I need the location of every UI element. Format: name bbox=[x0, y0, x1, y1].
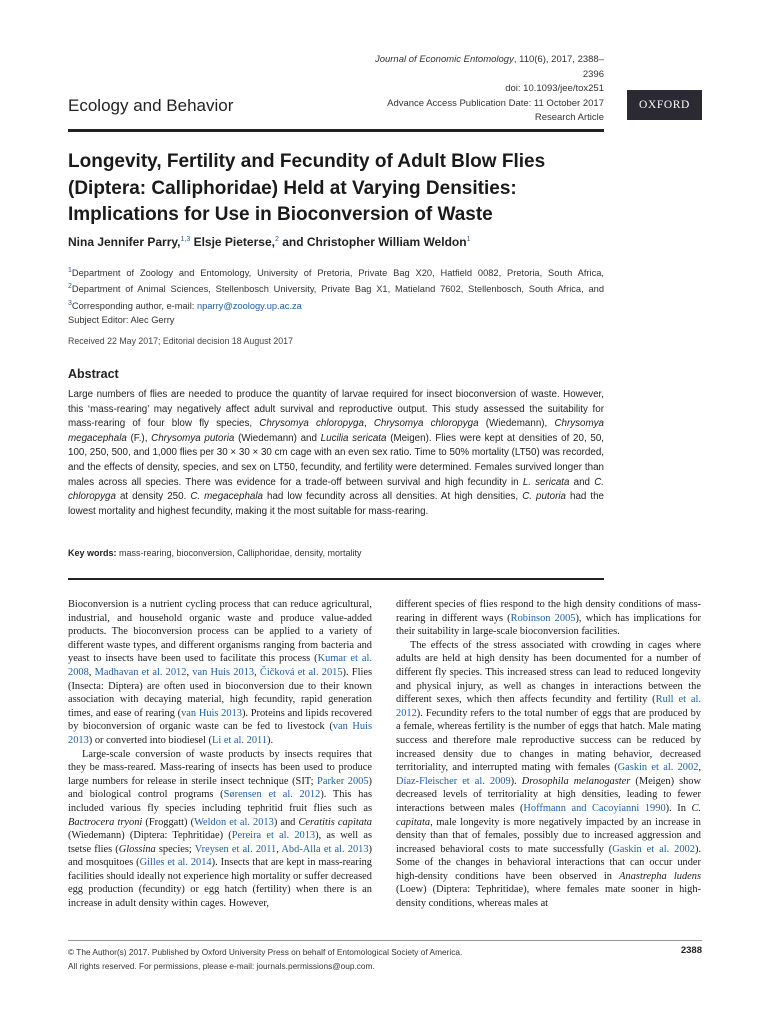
citation-link[interactable]: Hoffmann and Cacoyianni 1990 bbox=[523, 802, 666, 814]
citation-link[interactable]: van Huis 2013 bbox=[181, 707, 242, 719]
copyright-notice: © The Author(s) 2017. Published by Oxford University Press on behalf of Entomological Society of America. bbox=[68, 947, 463, 957]
author-name: Elsje Pieterse, bbox=[190, 235, 275, 249]
citation-link[interactable]: Díaz-Fleischer et al. 2009 bbox=[396, 775, 511, 787]
citation-link[interactable]: Gaskin et al. 2002 bbox=[612, 843, 695, 855]
author-list bbox=[68, 235, 470, 249]
section-label: Ecology and Behavior bbox=[68, 96, 234, 115]
footer-divider bbox=[68, 940, 702, 941]
citation-link[interactable]: Sørensen et al. 2012 bbox=[223, 789, 321, 801]
abstract-text: Large numbers of flies are needed to produce the quantity of larvae required for insect bioconversion of waste. However, this ‘mass-rearing’ may negatively affect adult survival and reproductive output. This study assessed the suitability for mass-rearing of four blow fly species, Chrysomya chloropyga, Chrysomya chloropyga (Wiedemann), Chrysomya megacephala (F.), Chrysomya putoria (Wiedemann) and Lucilia sericata (Meigen). Flies were kept at densities of 20, 50, 100, 250, 500, and 1,000 flies per 30 × 30 × 30 cm cage with an even sex ratio. Time to 50% mortality (LT50) was recorded, and the effects of density, species, and sex on LT50, fecundity, and fertility were determined. Females survived longer than males across all species. There was evidence for a trade-off between survival and high fecundity in L. sericata and C. chloropyga at density 250. C. megacephala had low fecundity across all densities. At high densities, C. putoria had the lowest mortality and highest fecundity, making it the most suitable for mass-rearing. bbox=[68, 389, 604, 517]
citation-link[interactable]: Vreysen et al. 2011 bbox=[194, 843, 277, 855]
keywords-label: Key words: bbox=[68, 548, 117, 558]
citation-link[interactable]: Rull et al. 2012 bbox=[396, 694, 701, 719]
citation-link[interactable]: Parker 2005 bbox=[317, 775, 369, 787]
author-name: Nina Jennifer Parry, bbox=[68, 235, 181, 249]
article-title: Longevity, Fertility and Fecundity of Adult Blow Flies (Diptera: Calliphoridae) Held at Varying Densities: Implications for Use in Bioconversion of Waste bbox=[68, 151, 546, 225]
journal-name: Journal of Economic Entomology bbox=[374, 54, 514, 65]
received-dates: Received 22 May 2017; Editorial decision 18 August 2017 bbox=[68, 336, 293, 346]
citation-link[interactable]: Li et al. 2011 bbox=[212, 734, 268, 746]
corresponding-email-link[interactable]: nparry@zoology.up.ac.za bbox=[196, 300, 302, 311]
body-paragraph: Bioconversion is a nutrient cycling process that can reduce agricultural, industrial, and household organic waste and produce value-added products. The bioconversion process can be applied to a variety of different waste types, and different organisms ranging from bacteria and yeast to insects have been used to facilitate this process (Kumar et al. 2008, Madhavan et al. 2012, van Huis 2013, Čičková et al. 2015). Flies (Insecta: Diptera) are often used in bioconversion due to their known association with decaying material, high fecundity, rapid generation times, and ease of rearing (van Huis 2013). Proteins and lipids recovered by bioconversion of organic waste can be fed to livestock (van Huis 2013) or converted into biodiesel (Li et al. 2011). bbox=[68, 599, 373, 746]
author-affiliation-marker[interactable]: 1,3 bbox=[180, 236, 191, 243]
abstract-divider bbox=[68, 578, 604, 580]
oxford-logo: OXFORD bbox=[627, 90, 702, 120]
body-column-right bbox=[396, 598, 701, 911]
journal-metadata bbox=[360, 53, 604, 126]
author-affiliation-marker[interactable]: 2 bbox=[274, 236, 279, 243]
citation-link[interactable]: Weldon et al. 2013 bbox=[194, 816, 274, 828]
keywords: Key words: mass-rearing, bioconversion, Calliphoridae, density, mortality bbox=[68, 548, 362, 558]
author-affiliation-marker[interactable]: 1 bbox=[466, 236, 471, 243]
body-paragraph: The effects of the stress associated with crowding in cages where adults are held at high density has been documented for a number of different fly species. This increased stress can lead to reduced longevity and physical injury, as well as changes in interactions between the different sexes, which then affects fecundity and fertility (Rull et al. 2012). Fecundity refers to the total number of eggs that are produced by a female, whereas fertility is the number of eggs that hatch. Male mating success and therefore male reproductive success can be reduced by increased density due to changes in mating behavior, decreased territoriality, and interrupted mating with females (Gaskin et al. 2002, Díaz-Fleischer et al. 2009). Drosophila melanogaster (Meigen) show decreased levels of territoriality at high densities, leading to fewer interactions between males (Hoffmann and Cacoyianni 1990). In C. capitata, male longevity is more negatively impacted by an increase in density than that of females, possibly due to increased aggression and increased behavioral costs to mate successfully (Gaskin et al. 2002). Some of the changes in behavioral interactions that can occur under high-density conditions have been observed in Anastrepha ludens (Loew) (Diptera: Tephritidae), where females mate sooner in high-density conditions, whereas males at bbox=[396, 639, 702, 910]
header-divider bbox=[68, 129, 604, 132]
article-type: Research Article bbox=[534, 112, 604, 123]
subject-editor: Subject Editor: Alec Gerry bbox=[68, 315, 175, 325]
body-paragraph: Large-scale conversion of waste products by insects requires that they be mass-reared. Mass-rearing of insects has been used to produce large numbers for release in sterile insect technique (SIT; Parker 2005) and biological control programs (Sørensen et al. 2012). This has included various fly species including tephritid fruit flies such as Bactrocera tryoni (Froggatt) (Weldon et al. 2013) and Ceratitis capitata (Wiedemann) (Diptera: Tephritidae) (Pereira et al. 2013), as well as tsetse flies (Glossina species; Vreysen et al. 2011, Abd-Alla et al. 2013) and mosquitoes (Gilles et al. 2014). Insects that are kept in mass-rearing facilities should ideally not experience high mortality or suffer decreased egg production (fecundity) or egg hatch (fertility) when there is an increase in adult density within cages. However, bbox=[68, 748, 373, 910]
citation-link[interactable]: Pereira et al. 2013 bbox=[231, 830, 316, 842]
citation-link[interactable]: Čičková et al. 2015 bbox=[259, 666, 343, 678]
citation-link[interactable]: Gaskin et al. 2002 bbox=[617, 762, 699, 774]
doi[interactable]: doi: 10.1093/jee/tox251 bbox=[505, 83, 604, 94]
citation-link[interactable]: Gilles et al. 2014 bbox=[139, 857, 212, 869]
body-paragraph: different species of flies respond to the high density conditions of mass-rearing in different ways (Robinson 2005), which has implications for their suitability in large-scale bioconversion facilities. bbox=[396, 599, 702, 638]
author-name: and Christopher William Weldon bbox=[278, 235, 467, 249]
citation-link[interactable]: van Huis 2013 bbox=[68, 721, 372, 746]
advance-access-date: Advance Access Publication Date: 11 October 2017 bbox=[387, 97, 604, 109]
body-column-left bbox=[68, 598, 372, 911]
citation-link[interactable]: Abd-Alla et al. 2013 bbox=[281, 843, 369, 855]
abstract-heading: Abstract bbox=[68, 367, 119, 381]
permissions-notice: All rights reserved. For permissions, please e-mail: journals.permissions@oup.com. bbox=[68, 961, 375, 971]
citation-link[interactable]: Robinson 2005 bbox=[510, 612, 576, 624]
page-number: 2388 bbox=[680, 945, 702, 956]
citation-link[interactable]: van Huis 2013 bbox=[192, 666, 255, 678]
journal-citation: Journal of Economic Entomology, 110(6), 2017, 2388–2396 bbox=[374, 54, 604, 80]
citation-link[interactable]: Kumar et al. 2008 bbox=[68, 653, 372, 678]
footer-copyright bbox=[68, 945, 462, 973]
citation-link[interactable]: Madhavan et al. 2012 bbox=[94, 666, 187, 678]
affiliations: $^1$Department of Zoology and Entomology, University of Pretoria, Private Bag X20, Hatfield 0082, Pretoria, South Africa, $^2$Department of Animal Sciences, Stellenbosch University, Private Bag X1, Matieland 7602, Stellenbosch, South Africa, and $^3$Corresponding author, e-mail: nparry@zoology.up.ac.za bbox=[68, 267, 604, 311]
